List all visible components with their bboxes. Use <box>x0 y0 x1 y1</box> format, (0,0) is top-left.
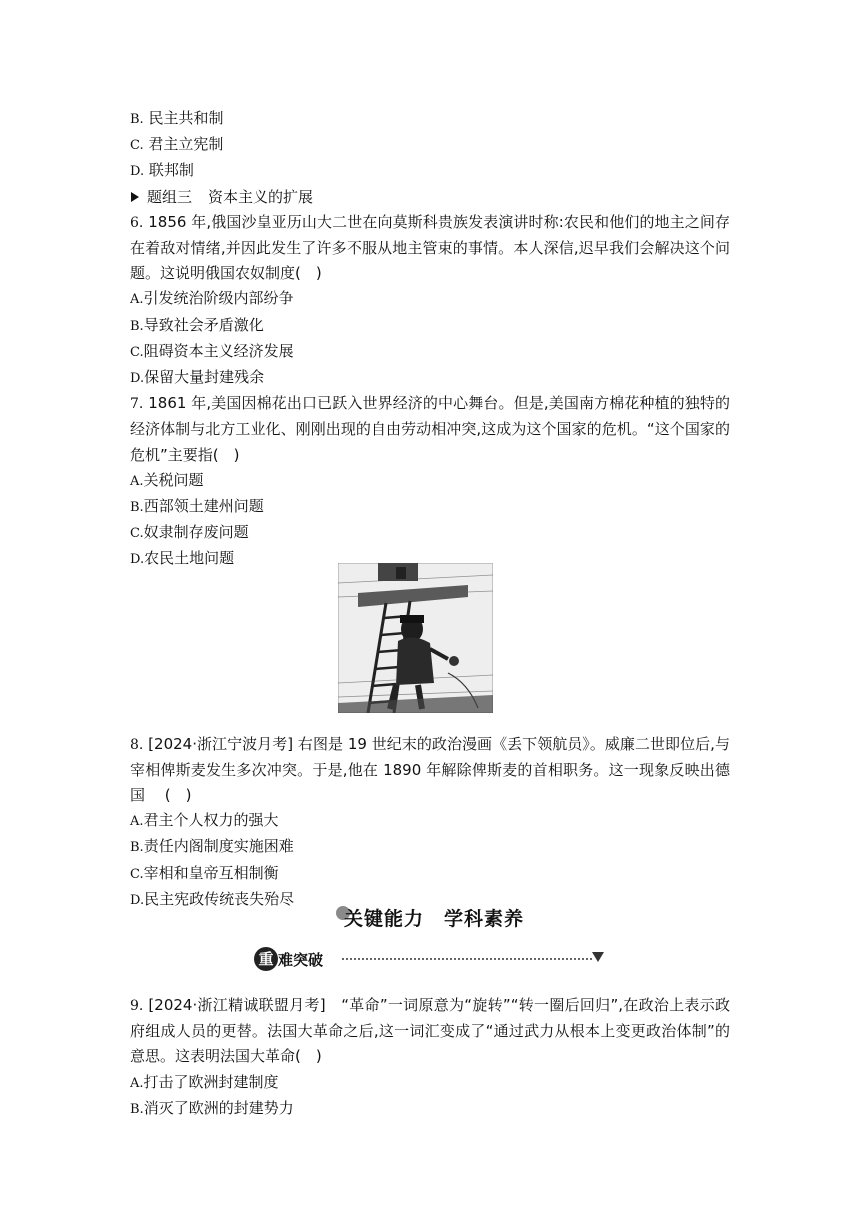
question-8-option-b <box>130 834 730 860</box>
option-text: 保留大量封建残余 <box>144 368 265 387</box>
question-group-heading <box>130 185 730 210</box>
sub-section-badge: 重 <box>254 947 278 971</box>
option-letter: B. <box>130 112 144 127</box>
option-letter: A. <box>130 814 144 830</box>
option-text: 打击了欧洲封建制度 <box>143 1072 279 1091</box>
option-letter: B. <box>130 500 144 516</box>
question-6-option-c <box>130 339 730 365</box>
option-b <box>130 106 730 132</box>
option-text: 民主宪政传统丧失殆尽 <box>144 889 295 908</box>
option-text: 导致社会矛盾激化 <box>143 315 264 334</box>
question-7-option-b <box>130 494 730 520</box>
option-letter: C. <box>130 344 144 360</box>
option-text: 农民土地问题 <box>144 549 235 568</box>
option-text: 君主个人权力的强大 <box>143 811 279 830</box>
question-8-stem <box>130 732 730 809</box>
question-text: [2024·浙江精诚联盟月考] “革命”一词原意为“旋转”“转一圈后回归”,在政治上表示政府组成人员的更替。法国大革命之后,这一词汇变成了“通过武力从根本上变更政治体制”的意思。这表明法国大革命( ) <box>130 996 730 1066</box>
option-letter: A. <box>130 473 144 489</box>
option-letter: C. <box>130 866 144 882</box>
question-text: [2024·浙江宁波月考] 右图是 19 世纪末的政治漫画《丢下领航员》。威廉二世即位后,与宰相俾斯麦发生多次冲突。于是,他在 1890 年解除俾斯麦的首相职务。这一现象反映出德国 ( ) <box>130 734 730 805</box>
question-7-stem <box>130 391 730 468</box>
question-6-option-d <box>130 365 730 391</box>
option-text: 宰相和皇帝互相制衡 <box>143 863 279 882</box>
question-text: 1861 年,美国因棉花出口已跃入世界经济的中心舞台。但是,美国南方棉花种植的独特的经济体制与北方工业化、刚刚出现的自由劳动相冲突,这成为这个国家的危机。“这个国家的危机”主要指( ) <box>130 394 730 464</box>
option-letter: C. <box>130 138 144 154</box>
question-9-option-a <box>130 1070 730 1096</box>
group-label: 题组三 <box>147 187 193 206</box>
cartoon-drawing <box>338 563 493 713</box>
sub-section-title: 难突破 <box>278 951 324 969</box>
option-text: 君主立宪制 <box>148 135 224 154</box>
triangle-bullet-icon <box>131 192 139 202</box>
option-text: 阻碍资本主义经济发展 <box>143 341 294 360</box>
option-text: 关税问题 <box>143 470 204 489</box>
section-banner-title: 关键能力 学科素养 <box>344 908 525 930</box>
option-c <box>130 132 730 158</box>
group-title: 资本主义的扩展 <box>208 187 314 206</box>
sub-section-bar <box>254 946 606 974</box>
option-letter: B. <box>130 1101 144 1117</box>
question-text: 1856 年,俄国沙皇亚历山大二世在向莫斯科贵族发表演讲时称:农民和他们的地主之间存在着敌对情绪,并因此发生了许多不服从地主管束的事情。本人深信,迟早我们会解决这个问题。这说明俄国农奴制度( ) <box>130 212 730 283</box>
option-text: 消灭了欧洲的封建势力 <box>143 1098 294 1117</box>
question-number: 8. <box>130 736 144 753</box>
question-7-option-c <box>130 520 730 546</box>
dotted-rule <box>342 958 592 960</box>
question-9-stem <box>130 993 730 1070</box>
question-number: 9. <box>130 998 144 1015</box>
option-text: 联邦制 <box>148 161 194 180</box>
question-6-option-b <box>130 313 730 339</box>
question-number: 7. <box>130 396 144 413</box>
option-letter: D. <box>130 552 145 568</box>
down-arrow-icon <box>592 952 604 962</box>
question-7-option-a <box>130 468 730 494</box>
option-letter: B. <box>130 318 144 334</box>
option-letter: C. <box>130 526 144 542</box>
option-text: 奴隶制存废问题 <box>143 523 249 542</box>
question-8-option-c <box>130 861 730 887</box>
option-letter: D. <box>130 164 145 180</box>
question-8-option-a <box>130 808 730 834</box>
political-cartoon-image <box>338 563 493 713</box>
option-text: 引发统治阶级内部纷争 <box>143 289 294 308</box>
question-number: 6. <box>130 214 144 231</box>
question-9-option-b <box>130 1096 730 1122</box>
option-letter: A. <box>130 292 144 308</box>
section-banner <box>336 902 536 934</box>
question-6-option-a <box>130 286 730 312</box>
option-d <box>130 158 730 184</box>
option-letter: A. <box>130 1075 144 1091</box>
option-text: 西部领土建州问题 <box>143 497 264 516</box>
option-text: 民主共和制 <box>148 109 224 127</box>
question-6-stem <box>130 210 730 287</box>
option-letter: B. <box>130 840 144 856</box>
option-text: 责任内阁制度实施困难 <box>143 837 294 856</box>
option-letter: D. <box>130 371 145 387</box>
option-letter: D. <box>130 892 145 908</box>
